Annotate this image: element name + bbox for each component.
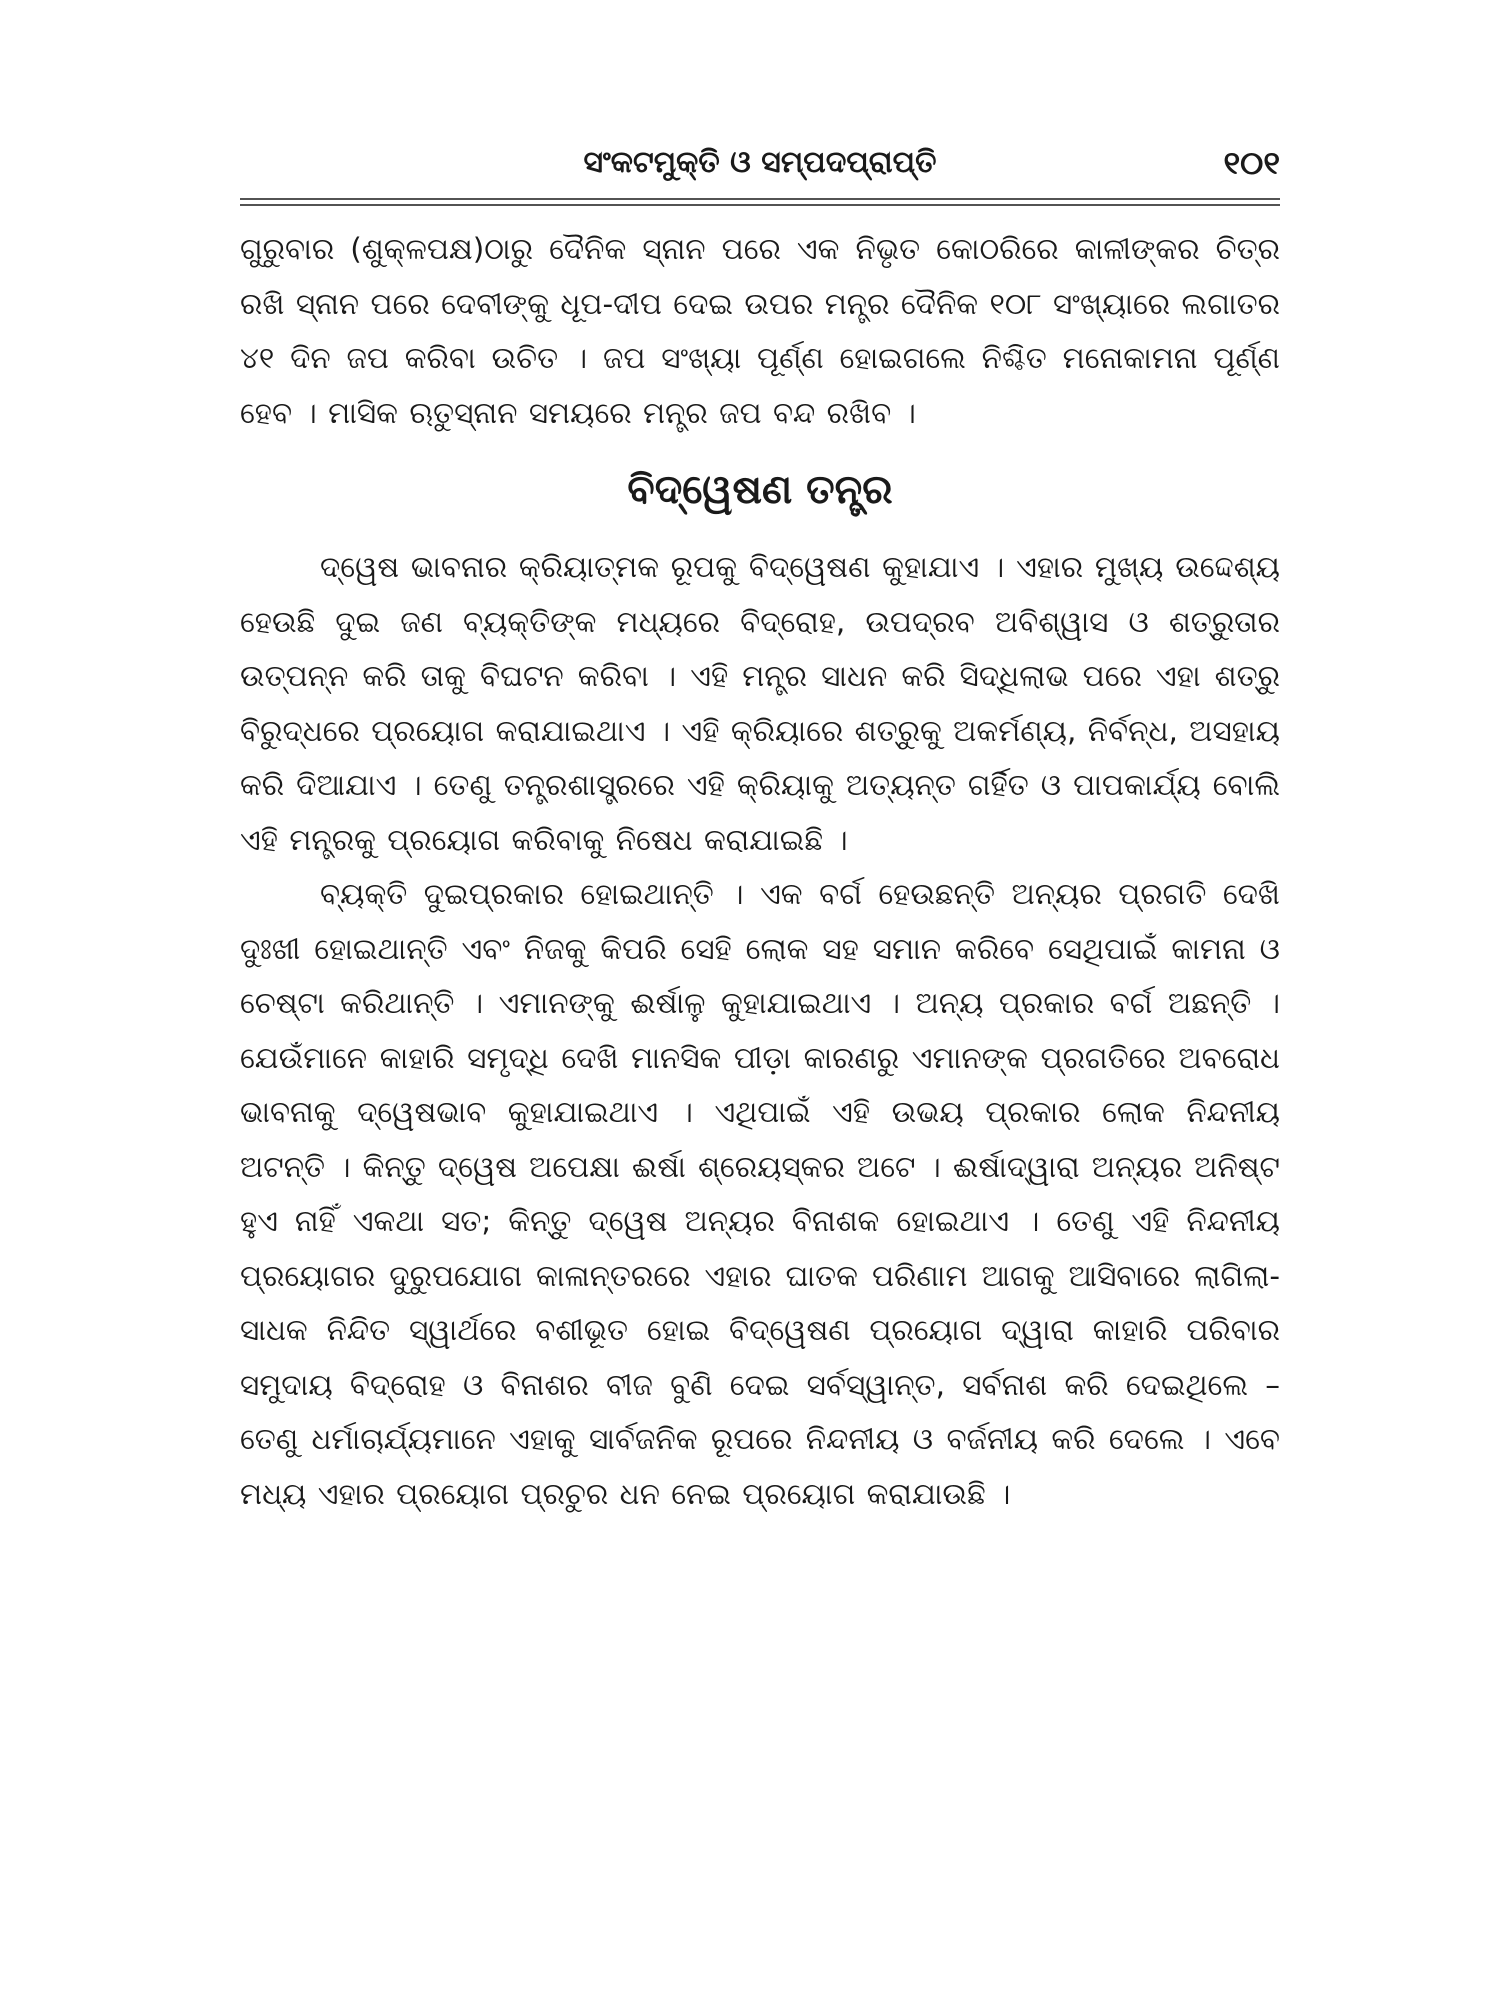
decorative-rule xyxy=(240,194,1280,210)
page-number: ୧୦୧ xyxy=(1223,144,1280,182)
paragraph-1: ଦ୍ୱେଷ ଭାବନାର କ୍ରିୟାତ୍ମକ ରୂପକୁ ବିଦ୍ୱେଷଣ କୁହାଯାଏ । ଏହାର ମୁଖ୍ୟ ଉଦ୍ଦେଶ୍ୟ ହେଉଛି ଦୁଇ ଜଣ ବ୍ୟକ୍ତିଙ୍କ ମଧ୍ୟରେ ବିଦ୍ରୋହ, ଉପଦ୍ରବ ଅବିଶ୍ୱାସ ଓ ଶତ୍ରୁତାର ଉତ୍ପନ୍ନ କରି ତାକୁ ବିଘଟନ କରିବା । ଏହି ମନ୍ତ୍ର ସାଧନ କରି ସିଦ୍ଧିଲାଭ ପରେ ଏହା ଶତ୍ରୁ ବିରୁଦ୍ଧରେ ପ୍ରୟୋଗ କରାଯାଇଥାଏ । ଏହି କ୍ରିୟାରେ ଶତ୍ରୁକୁ ଅକର୍ମଣ୍ୟ, ନିର୍ବନ୍ଧ, ଅସହାୟ କରି ଦିଆଯାଏ । ତେଣୁ ତନ୍ତ୍ରଶାସ୍ତ୍ରରେ ଏହି କ୍ରିୟାକୁ ଅତ୍ୟନ୍ତ ଗର୍ହିତ ଓ ପାପକାର୍ଯ୍ୟ ବୋଲି ଏହି ମନ୍ତ୍ରକୁ ପ୍ରୟୋଗ କରିବାକୁ ନିଷେଧ କରାଯାଇଛି । xyxy=(240,550,1280,857)
running-title: ସଂକଟମୁକ୍ତି ଓ ସମ୍ପଦପ୍ରାପ୍ତି xyxy=(583,145,937,180)
section-heading: ବିଦ୍ୱେଷଣ ତନ୍ତ୍ର xyxy=(627,467,893,513)
paragraph-2: ବ୍ୟକ୍ତି ଦୁଇପ୍ରକାର ହୋଇଥାନ୍ତି । ଏକ ବର୍ଗ ହେଉଛନ୍ତି ଅନ୍ୟର ପ୍ରଗତି ଦେଖି ଦୁଃଖୀ ହୋଇଥାନ୍ତି ଏବଂ ନିଜକୁ କିପରି ସେହି ଲୋକ ସହ ସମାନ କରିବେ ସେଥିପାଇଁ କାମନା ଓ ଚେଷ୍ଟା କରିଥାନ୍ତି । ଏମାନଙ୍କୁ ଈର୍ଷାଳୁ କୁହାଯାଇଥାଏ । ଅନ୍ୟ ପ୍ରକାର ବର୍ଗ ଅଛନ୍ତି । ଯେଉଁମାନେ କାହାରି ସମୃଦ୍ଧି ଦେଖି ମାନସିକ ପୀଡ଼ା କାରଣରୁ ଏମାନଙ୍କ ପ୍ରଗତିରେ ଅବରୋଧ ଭାବନାକୁ ଦ୍ୱେଷଭାବ କୁହାଯାଇଥାଏ । ଏଥିପାଇଁ ଏହି ଉଭୟ ପ୍ରକାର ଲୋକ ନିନ୍ଦନୀୟ ଅଟନ୍ତି । କିନ୍ତୁ ଦ୍ୱେଷ ଅପେକ୍ଷା ଈର୍ଷା ଶ୍ରେୟସ୍କର ଅଟେ । ଈର୍ଷାଦ୍ୱାରା ଅନ୍ୟର ଅନିଷ୍ଟ ହୁଏ ନାହିଁ ଏକଥା ସତ; କିନ୍ତୁ ଦ୍ୱେଷ ଅନ୍ୟର ବିନାଶକ ହୋଇଥାଏ । ତେଣୁ ଏହି ନିନ୍ଦନୀୟ ପ୍ରୟୋଗର ଦୁରୁପଯୋଗ କାଳାନ୍ତରରେ ଏହାର ଘାତକ ପରିଣାମ ଆଗକୁ ଆସିବାରେ ଲାଗିଲା- ସାଧକ ନିନ୍ଦିତ ସ୍ୱାର୍ଥରେ ବଶୀଭୂତ ହୋଇ ବିଦ୍ୱେଷଣ ପ୍ରୟୋଗ ଦ୍ୱାରା କାହାରି ପରିବାର ସମୁଦାୟ ବିଦ୍ରୋହ ଓ ବିନାଶର ବୀଜ ବୁଣି ଦେଇ ସର୍ବସ୍ୱାନ୍ତ, ସର୍ବନାଶ କରି ଦେଇଥିଲେ – ତେଣୁ ଧର୍ମାଚାର୍ଯ୍ୟମାନେ ଏହାକୁ ସାର୍ବଜନିକ ରୂପରେ ନିନ୍ଦନୀୟ ଓ ବର୍ଜନୀୟ କରି ଦେଲେ । ଏବେ ମଧ୍ୟ ଏହାର ପ୍ରୟୋଗ ପ୍ରଚୁର ଧନ ନେଇ ପ୍ରୟୋଗ କରାଯାଉଛି । xyxy=(240,877,1280,1511)
intro-paragraph: ଗୁରୁବାର (ଶୁକ୍ଳପକ୍ଷ)ଠାରୁ ଦୈନିକ ସ୍ନାନ ପରେ ଏକ ନିଭୃତ କୋଠରିରେ କାଳୀଙ୍କର ଚିତ୍ର ରଖି ସ୍ନାନ ପରେ ଦେବୀଙ୍କୁ ଧୂପ-ଦୀପ ଦେଇ ଉପର ମନ୍ତ୍ର ଦୈନିକ ୧୦୮ ସଂଖ୍ୟାରେ ଲଗାତର ୪୧ ଦିନ ଜପ କରିବା ଉଚିତ । ଜପ ସଂଖ୍ୟା ପୂର୍ଣ୍ଣ ହୋଇଗଲେ ନିଶ୍ଚିତ ମନୋକାମନା ପୂର୍ଣ୍ଣ ହେବ । ମାସିକ ଋତୁସ୍ନାନ ସମୟରେ ମନ୍ତ୍ର ଜପ ବନ୍ଦ ରଖିବ । xyxy=(240,232,1280,430)
running-head xyxy=(240,138,1280,188)
body-text xyxy=(240,222,1280,1521)
